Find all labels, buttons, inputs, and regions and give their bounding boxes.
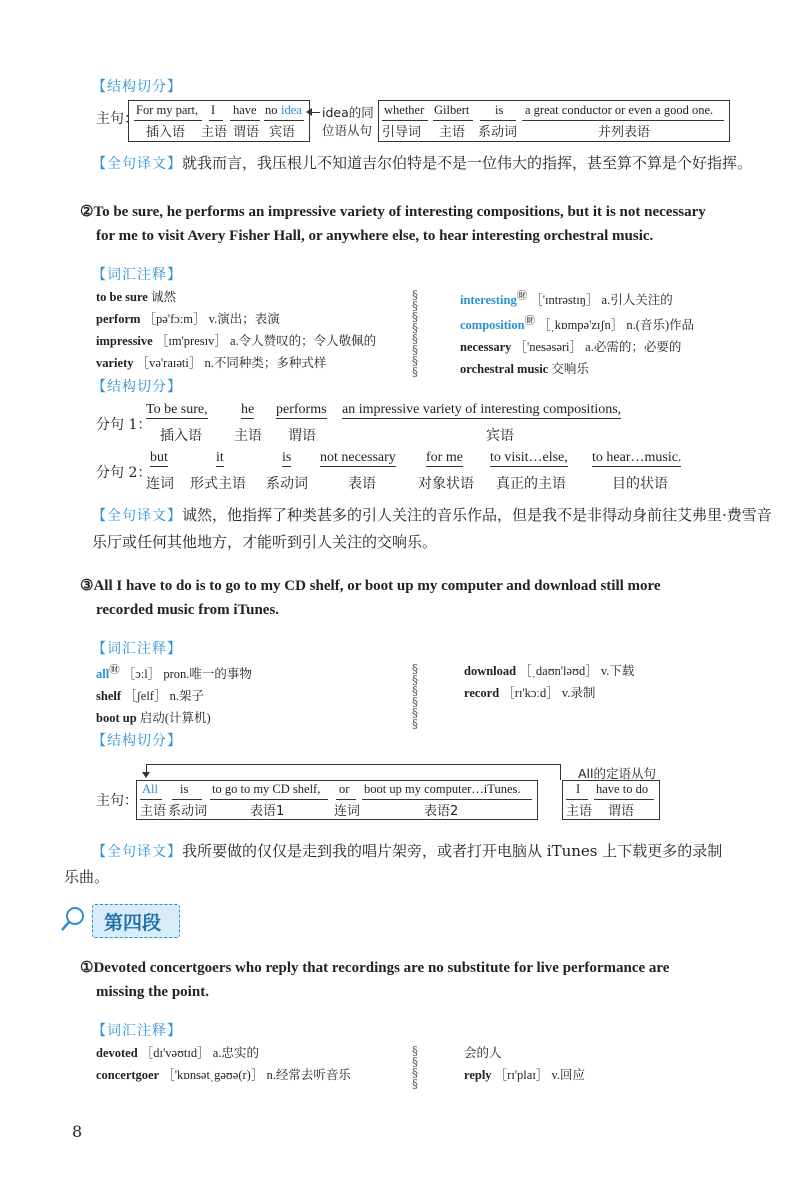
vocab-item: boot up 启动(计算机) bbox=[96, 711, 211, 726]
section-title: 第四段 bbox=[104, 912, 162, 934]
s3-translation-cont: 乐曲。 bbox=[64, 868, 110, 886]
c2-w7: to hear…music. bbox=[592, 450, 682, 465]
s3-r4: 连词 bbox=[334, 804, 361, 819]
c1-r4: 宾语 bbox=[486, 428, 514, 444]
s1-mid-top: idea的同 bbox=[322, 105, 374, 120]
vocab-item: perform ［pə'fɔːm］ v.演出；表演 bbox=[96, 312, 280, 326]
main-clause-label: 主句： bbox=[96, 793, 138, 809]
s3-w4: or bbox=[339, 782, 350, 796]
s1-r2: 主语 bbox=[201, 125, 228, 140]
s3-r1: 主语 bbox=[140, 804, 167, 819]
c2-w5: for me bbox=[426, 450, 463, 465]
s1-r4: 宾语 bbox=[269, 125, 296, 140]
arrow-left-icon bbox=[306, 108, 312, 116]
s3-w1: All bbox=[142, 782, 158, 796]
wavy-divider: § § § § § § § § bbox=[412, 288, 418, 379]
s3-w3: to go to my CD shelf, bbox=[212, 782, 321, 796]
s3-connector bbox=[146, 764, 560, 765]
s3-c2: have to do bbox=[596, 782, 649, 796]
c2-r6: 真正的主语 bbox=[496, 476, 566, 492]
s2-sentence: ②To be sure, he performs an impressive variety of interesting compositions, but it is not necessary for me to visit Avery Fisher Hall, or anywhere else, to hear interesting orchestral music. bbox=[80, 204, 706, 244]
exam-mark-icon: ㊖ bbox=[524, 316, 535, 328]
wavy-divider: § § § § bbox=[412, 1044, 418, 1091]
c1-r1: 插入语 bbox=[160, 428, 202, 444]
clause2-label: 分句 2： bbox=[96, 465, 152, 481]
c2-w2: it bbox=[216, 450, 224, 465]
clause1-label: 分句 1： bbox=[96, 417, 152, 433]
c2-r3: 系动词 bbox=[266, 476, 308, 492]
vocab-item: record ［rɪ'kɔːd］ v.录制 bbox=[464, 686, 596, 700]
c2-w4: not necessary bbox=[320, 450, 396, 465]
s3-r5: 表语2 bbox=[424, 804, 459, 819]
vocab-item: all㊖ ［ɔːl］ pron.唯一的事物 bbox=[96, 665, 252, 682]
wavy-divider: § § § § § § bbox=[412, 662, 418, 731]
vocab-item: necessary ［'nesəsəri］ a.必需的；必要的 bbox=[460, 340, 682, 355]
s3-cr1: 主语 bbox=[566, 804, 593, 819]
vocab-label-3: 【词汇注释】 bbox=[92, 641, 182, 657]
s1-r1: 插入语 bbox=[146, 125, 186, 140]
vocab-item: interesting㊖ ［'ɪntrəstɪŋ］ a.引人关注的 bbox=[460, 291, 673, 308]
s1-r3: 谓语 bbox=[233, 125, 260, 140]
s1-c2: Gilbert bbox=[434, 103, 470, 117]
s4-vocab-right bbox=[464, 1042, 764, 1086]
s4-sentence: ①Devoted concertgoers who reply that recordings are no substitute for live performance are missing the point. bbox=[80, 960, 670, 1000]
c2-r4: 表语 bbox=[348, 476, 376, 492]
c2-r1: 连词 bbox=[146, 476, 174, 492]
s3-translation: 【全句译文】我所要做的仅仅是走到我的唱片架旁，或者打开电脑从 iTunes 上下载更多的录制 bbox=[92, 842, 723, 860]
c2-r5: 对象状语 bbox=[418, 476, 474, 492]
s1-w5: idea bbox=[281, 103, 302, 117]
c2-r7: 目的状语 bbox=[612, 476, 668, 492]
s1-w4: no bbox=[265, 103, 278, 117]
c2-w1: but bbox=[150, 450, 168, 465]
s1-w3: have bbox=[233, 103, 257, 117]
arrow-down-icon bbox=[142, 772, 150, 778]
s3-sentence: ③All I have to do is to go to my CD shelf, or boot up my computer and download still more recorded music from iTunes. bbox=[80, 578, 661, 618]
s3-vocab-left bbox=[96, 660, 416, 729]
vocab-item: 会的人 bbox=[464, 1046, 502, 1060]
s1-cr4: 并列表语 bbox=[598, 125, 651, 140]
structure-label-2: 【结构切分】 bbox=[92, 379, 182, 395]
c1-r3: 谓语 bbox=[288, 428, 316, 444]
vocab-item: to be sure 诚然 bbox=[96, 290, 176, 304]
s2-vocab-right bbox=[460, 286, 780, 380]
vocab-item: devoted ［dɪ'vəʊtɪd］ a.忠实的 bbox=[96, 1046, 259, 1060]
vocab-item: variety ［və'raɪəti］ n.不同种类；多种式样 bbox=[96, 356, 327, 370]
s3-cr2: 谓语 bbox=[608, 804, 635, 819]
c1-w2: he bbox=[241, 402, 255, 417]
c1-w4: an impressive variety of interesting compositions, bbox=[342, 402, 622, 417]
exam-mark-icon: ㊖ bbox=[109, 665, 120, 676]
s2-translation: 【全句译文】诚然，他指挥了种类甚多的引人关注的音乐作品，但是我不是非得动身前往艾弗里·费雪音乐厅或任何其他地方，才能听到引人关注的交响乐。 bbox=[92, 506, 772, 551]
s1-w1: For my part, bbox=[136, 103, 199, 117]
s1-c1: whether bbox=[384, 103, 425, 117]
s1-cr1: 引导词 bbox=[382, 125, 422, 140]
vocab-item: concertgoer ［'kɒnsətˌgəʊə(r)］ n.经常去听音乐 bbox=[96, 1068, 351, 1082]
vocab-item: shelf ［ʃelf］ n.架子 bbox=[96, 689, 204, 704]
s3-r3: 表语1 bbox=[250, 804, 285, 819]
page-number: 8 bbox=[72, 1122, 83, 1141]
s1-mid-bottom: 位语从句 bbox=[322, 123, 373, 138]
s1-c3: is bbox=[495, 103, 504, 117]
s4-vocab-left bbox=[96, 1042, 416, 1086]
exam-mark-icon: ㊖ bbox=[516, 291, 528, 302]
s1-w2: I bbox=[211, 103, 216, 117]
vocab-item: reply ［rɪ'plaɪ］ v.回应 bbox=[464, 1068, 586, 1082]
c2-r2: 形式主语 bbox=[190, 476, 246, 492]
vocab-item: impressive ［ɪm'presɪv］ a.令人赞叹的；令人敬佩的 bbox=[96, 334, 377, 348]
s1-cr3: 系动词 bbox=[478, 125, 518, 140]
s2-vocab-left bbox=[96, 286, 416, 374]
main-clause-label: 主句： bbox=[96, 111, 138, 127]
c1-r2: 主语 bbox=[234, 428, 262, 444]
s1-cr2: 主语 bbox=[439, 125, 466, 140]
s3-w2: is bbox=[180, 782, 189, 796]
s3-w5: boot up my computer…iTunes. bbox=[364, 782, 521, 796]
vocab-label-2: 【词汇注释】 bbox=[92, 267, 182, 283]
vocab-item: orchestral music 交响乐 bbox=[460, 362, 589, 377]
c1-w3: performs bbox=[276, 402, 327, 417]
vocab-label-4: 【词汇注释】 bbox=[92, 1023, 182, 1039]
c2-w3: is bbox=[282, 450, 292, 465]
s3-r2: 系动词 bbox=[168, 804, 208, 819]
s1-translation: 【全句译文】就我而言，我压根儿不知道吉尔伯特是不是一位伟大的指挥，甚至算不算是个好指挥。 bbox=[92, 154, 753, 172]
s1-c4: a great conductor or even a good one. bbox=[525, 103, 714, 117]
s3-vocab-right bbox=[464, 660, 784, 704]
vocab-item: composition㊖ ［ˌkɒmpə'zɪʃn］ n.(音乐)作品 bbox=[460, 316, 695, 333]
vocab-item: download ［ˌdaʊn'ləʊd］ v.下载 bbox=[464, 664, 635, 678]
structure-label-1: 【结构切分】 bbox=[92, 79, 182, 95]
c2-w6: to visit…else, bbox=[490, 450, 568, 465]
c1-w1: To be sure, bbox=[146, 402, 208, 417]
s3-c1: I bbox=[576, 782, 581, 796]
structure-label-3: 【结构切分】 bbox=[92, 733, 182, 749]
s3-attr-label: All的定语从句 bbox=[578, 766, 656, 781]
magnifier-icon bbox=[60, 906, 86, 932]
